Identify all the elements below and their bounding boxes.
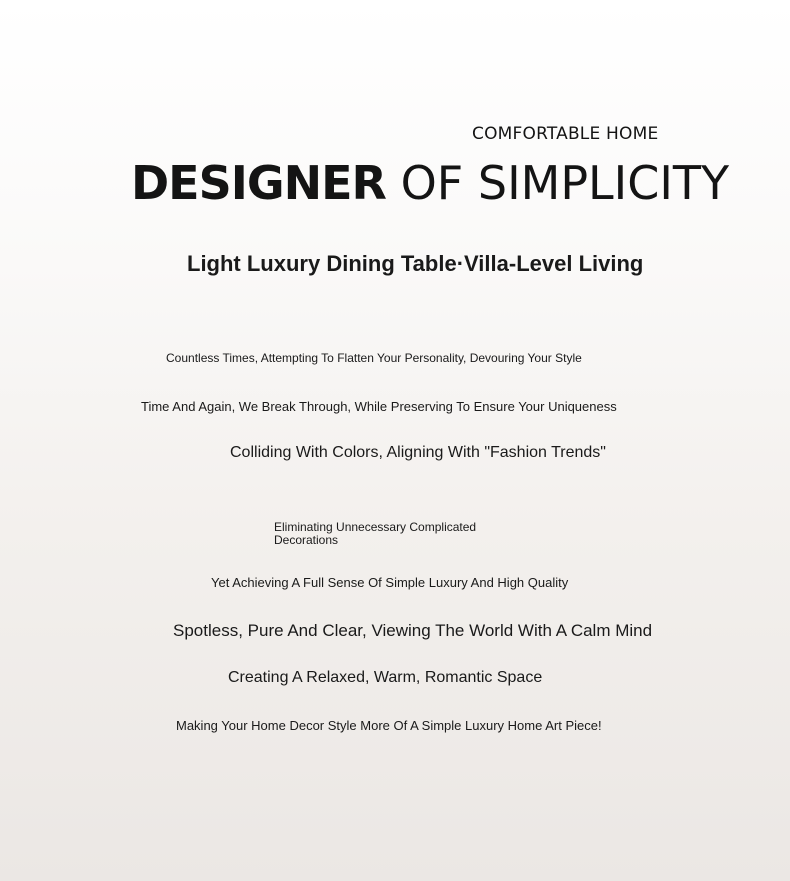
body-line-8: Making Your Home Decor Style More Of A Simple Luxury Home Art Piece! — [176, 718, 602, 733]
body-line-4: Eliminating Unnecessary Complicated Decorations — [274, 520, 477, 547]
body-line-6: Spotless, Pure And Clear, Viewing The World With A Calm Mind — [173, 621, 653, 640]
headline-bold: DESIGNER — [131, 156, 386, 210]
body-line-1: Countless Times, Attempting To Flatten Your Personality, Devouring Your Style — [166, 351, 582, 365]
page-headline — [131, 156, 730, 210]
body-line-3: Colliding With Colors, Aligning With "Fashion Trends" — [230, 444, 606, 461]
tagline: Light Luxury Dining Table·Villa-Level Living — [187, 251, 644, 276]
headline-light: OF SIMPLICITY — [385, 156, 730, 210]
body-line-7: Creating A Relaxed, Warm, Romantic Space — [228, 669, 543, 686]
body-line-2: Time And Again, We Break Through, While Preserving To Ensure Your Uniqueness — [141, 399, 617, 414]
body-line-5: Yet Achieving A Full Sense Of Simple Luxury And High Quality — [211, 575, 569, 590]
header-subtitle: COMFORTABLE HOME — [472, 124, 659, 144]
